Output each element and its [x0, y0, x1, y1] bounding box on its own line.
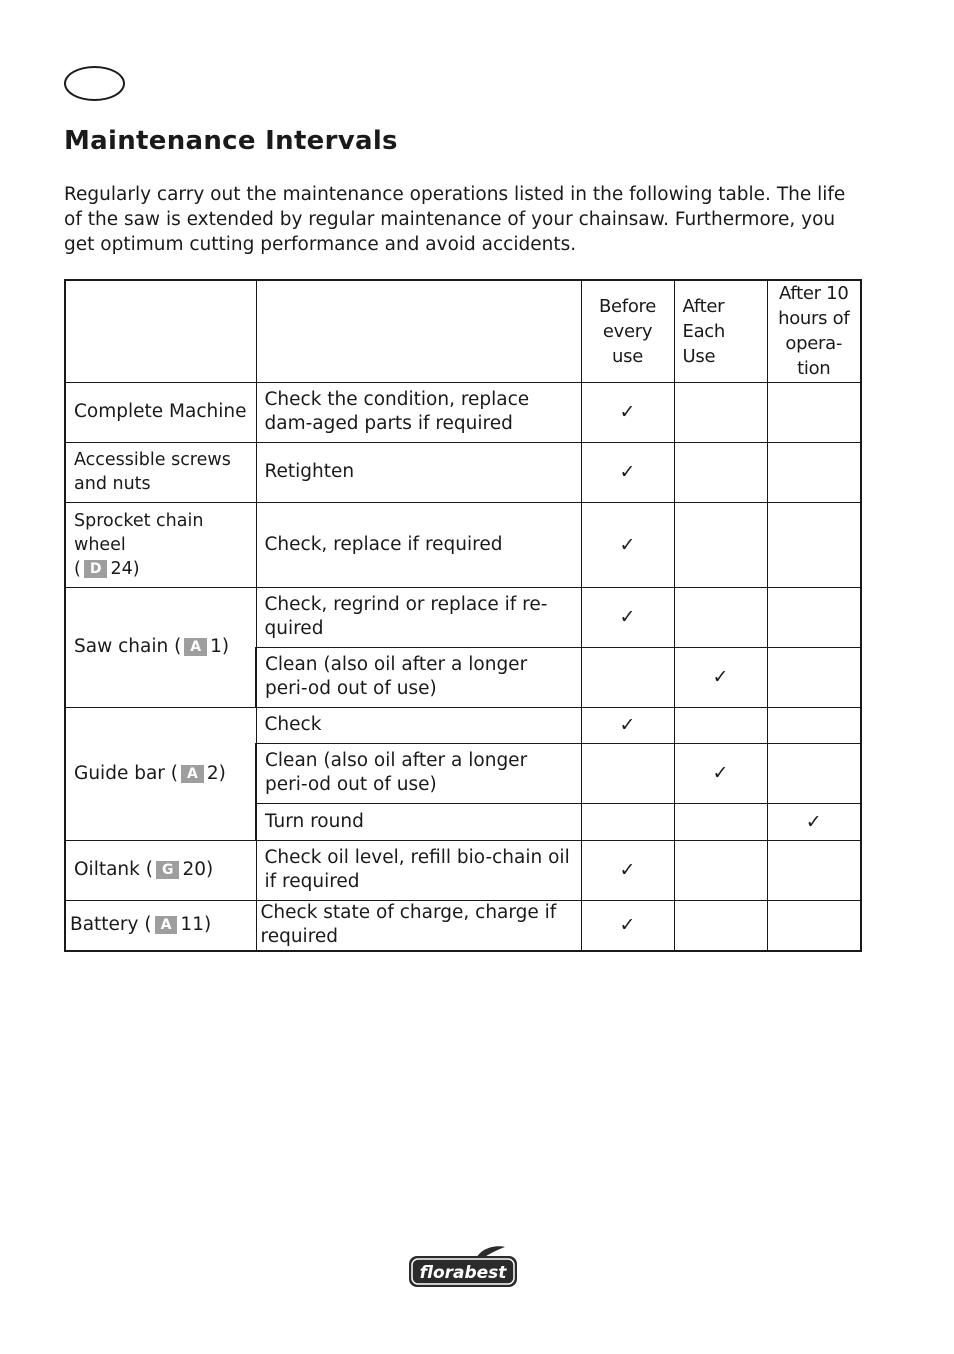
page-title: Maintenance Intervals [64, 126, 398, 156]
check-cell [767, 502, 861, 587]
component-open-paren: ( [74, 558, 81, 579]
figure-ref-badge: A [155, 916, 178, 934]
action-cell: Check, regrind or replace if re-quired [256, 587, 581, 647]
figure-ref-badge: A [181, 765, 204, 783]
figure-ref-number: 2) [206, 762, 226, 784]
check-cell [767, 442, 861, 502]
maintenance-table [64, 279, 862, 952]
figure-ref-badge: D [84, 560, 108, 578]
check-mark-icon: ✓ [767, 803, 861, 840]
action-cell: Check, replace if required [256, 502, 581, 587]
check-cell [767, 587, 861, 647]
action-cell: Check oil level, refill bio-chain oil if required [256, 840, 581, 900]
component-oiltank [65, 840, 256, 900]
component-label: Battery ( [70, 914, 152, 936]
logo-text: florabest [419, 1263, 507, 1283]
component-label: Oiltank ( [74, 859, 153, 880]
table-row [65, 502, 861, 587]
check-mark-icon: ✓ [581, 442, 674, 502]
check-cell [674, 587, 767, 647]
header-before-every-use: Before every use [581, 280, 674, 382]
check-cell [767, 900, 861, 951]
table-row [65, 840, 861, 900]
check-cell [767, 382, 861, 442]
check-mark-icon: ✓ [674, 647, 767, 707]
check-cell [767, 840, 861, 900]
check-cell [674, 382, 767, 442]
check-cell [767, 707, 861, 743]
component-label: Saw chain ( [74, 636, 182, 657]
check-mark-icon: ✓ [674, 743, 767, 803]
check-cell [674, 442, 767, 502]
language-oval [64, 66, 125, 101]
table-row [65, 442, 861, 502]
check-cell [674, 502, 767, 587]
check-cell [581, 647, 674, 707]
figure-ref-number: 20) [182, 859, 214, 880]
figure-ref-number: 11) [180, 914, 212, 936]
check-cell [674, 900, 767, 951]
action-cell: Clean (also oil after a longer peri-od out of use) [256, 743, 581, 803]
component-complete-machine: Complete Machine [65, 382, 256, 442]
component-sprocket [65, 502, 256, 587]
component-guide-bar [65, 707, 256, 840]
check-cell [581, 803, 674, 840]
check-cell [674, 840, 767, 900]
header-component [65, 280, 256, 382]
action-cell: Turn round [256, 803, 581, 840]
check-cell [674, 707, 767, 743]
action-cell: Check the condition, replace dam-aged parts if required [256, 382, 581, 442]
check-mark-icon: ✓ [581, 502, 674, 587]
figure-ref-number: 1) [210, 636, 230, 657]
component-label: Sprocket chain wheel [74, 510, 204, 555]
component-screws-nuts: Accessible screws and nuts [65, 442, 256, 502]
check-cell [767, 743, 861, 803]
intro-paragraph: Regularly carry out the maintenance operations listed in the following table. The life of the saw is extended by regular maintenance of your chainsaw. Furthermore, you get optimum cutting performance and avoid accidents. [64, 184, 846, 255]
florabest-logo [407, 1245, 519, 1289]
check-cell [581, 743, 674, 803]
figure-ref-number: 24) [110, 558, 140, 579]
check-mark-icon: ✓ [581, 840, 674, 900]
component-battery [65, 900, 256, 951]
table-row [65, 587, 861, 647]
check-cell [767, 647, 861, 707]
component-label: Guide bar ( [74, 762, 178, 784]
action-cell: Retighten [256, 442, 581, 502]
check-mark-icon: ✓ [581, 900, 674, 951]
header-action [256, 280, 581, 382]
check-mark-icon: ✓ [581, 382, 674, 442]
action-cell: Check state of charge, charge if required [256, 900, 581, 951]
component-saw-chain [65, 587, 256, 707]
table-row [65, 382, 861, 442]
table-row [65, 900, 861, 951]
header-after-each-use: After Each Use [674, 280, 767, 382]
figure-ref-badge: G [156, 861, 180, 879]
header-after-10-hours: After 10 hours of opera-tion [767, 280, 861, 382]
table-header-row [65, 280, 861, 382]
figure-ref-badge: A [184, 638, 207, 656]
check-mark-icon: ✓ [581, 707, 674, 743]
action-cell: Clean (also oil after a longer peri-od out of use) [256, 647, 581, 707]
table-row [65, 707, 861, 743]
action-cell: Check [256, 707, 581, 743]
check-cell [674, 803, 767, 840]
check-mark-icon: ✓ [581, 587, 674, 647]
